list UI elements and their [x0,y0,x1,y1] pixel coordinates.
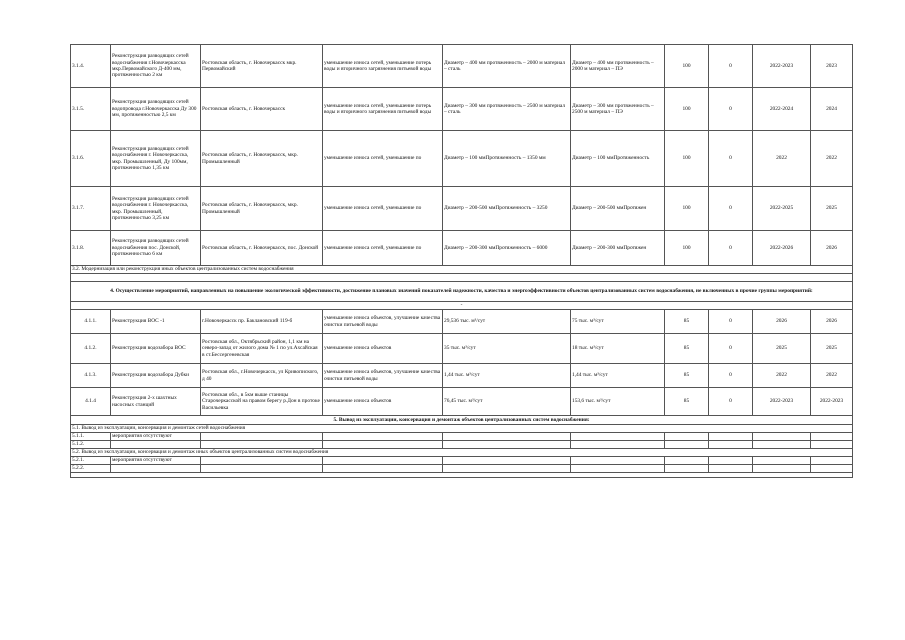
empty-cell [323,457,443,465]
measure-name: Реконструкция разводящих сетей водоснабжения пос. Донской, протяженностью 6 км [111,231,201,266]
blank-cell [71,274,853,282]
measure-address: Ростовская область, г. Новочеркасск мкр. Первомайский [201,45,323,88]
value-2: 0 [709,187,753,231]
row-number: 3.1.6. [71,131,111,187]
end-year: 2026 [811,231,853,266]
document-sheet [70,44,852,478]
measure-address: Ростовская обл., в 5км выше станицы Старочеркасской на правом берегу р.Дон в протоке Васильевка [201,388,323,416]
trailing-cell [71,473,853,478]
measure-address: Ростовская область, г. Новочеркасск, пос. Донской [201,231,323,266]
measure-name: Реконструкция разводящих сетей водопровода г.Новочеркасска Ду 300 мм, протяженностью 2,5 км [111,88,201,131]
end-year: 2026 [811,310,853,334]
row-number: 4.1.1. [71,310,111,334]
value-2: 0 [709,45,753,88]
value-1: 85 [665,310,709,334]
empty-cell [443,441,571,449]
period: 2022-2025 [753,187,811,231]
row-number: 5.1.1. [71,433,111,441]
value-after: 18 тыс. м³/сут [571,334,665,364]
row-number: 3.1.8. [71,231,111,266]
measure-name: Реконструкция разводящих сетей водоснабжения г. Новочеркасска, мкр. Промышленный, Ду 100мм, протяженностью 1,35 км [111,131,201,187]
table-row [71,88,853,131]
empty-cell [443,465,571,473]
end-year: 2022 [811,131,853,187]
empty-cell [709,433,753,441]
section-4-title: 4. Осуществление мероприятий, направленных на повышение экологической эффективности, достижение плановых значений показателей надежности, качества и энергоэффективности объектов централизованных систем водоснабжения, не включенных в прочие группы мероприятий: [71,282,853,302]
measure-name [111,465,201,473]
value-1: 85 [665,334,709,364]
section-4-dash: - [71,302,853,310]
measure-effect: уменьшение износа объектов [323,334,443,364]
value-before: Диаметр – 200-300 ммПротяженность – 6000 [443,231,571,266]
subsection-row [71,425,853,433]
value-before: 76,45 тыс. м³/сут [443,388,571,416]
value-2: 0 [709,334,753,364]
subsection-row [71,266,853,274]
table-row [71,457,853,465]
value-2: 0 [709,88,753,131]
empty-cell [571,441,665,449]
measures-table [70,44,853,478]
measure-name: мероприятия отсутствуют [111,457,201,465]
measure-address: Ростовская область, г. Новочеркасск [201,88,323,131]
empty-cell [201,457,323,465]
table-row [71,388,853,416]
empty-cell [811,441,853,449]
empty-cell [201,465,323,473]
value-after: Диаметр – 100 ммПротяженность [571,131,665,187]
value-before: 35 тыс. м³/сут [443,334,571,364]
empty-cell [665,433,709,441]
table-row [71,131,853,187]
row-number: 4.1.4 [71,388,111,416]
measure-address: Ростовская обл., Октябрьский район, 1,1 км на северо-запад от жилого дома № 1 по ул.Ахсайская в ст.Бессергеневская [201,334,323,364]
value-2: 0 [709,310,753,334]
measure-effect: уменьшение износа сетей, уменьшение по [323,131,443,187]
trailing-row [71,473,853,478]
section-title-row [71,416,853,425]
period: 2026 [753,310,811,334]
period: 2022 [753,364,811,388]
empty-cell [571,465,665,473]
end-year: 2025 [811,187,853,231]
empty-cell [709,441,753,449]
measure-effect: уменьшение износа сетей, уменьшение потерь воды и вторичного загрязнения питьевой воды [323,45,443,88]
value-before: Диаметр – 100 ммПротяженность – 1350 мм [443,131,571,187]
measure-name: Реконструкция разводящих сетей водоснабжения г. Новочеркасска, мкр. Промышленный, протяженностью 3,25 км [111,187,201,231]
measure-name [111,441,201,449]
table-row [71,334,853,364]
empty-cell [753,441,811,449]
value-2: 0 [709,131,753,187]
value-1: 100 [665,231,709,266]
empty-cell [323,433,443,441]
table-row [71,364,853,388]
dash-row [71,302,853,310]
section-title-row [71,282,853,302]
measure-name: Реконструкция 2-х шахтных насосных станций [111,388,201,416]
empty-cell [443,433,571,441]
value-after: Диаметр – 300 мм протяженность – 2500 м материал – ПЭ [571,88,665,131]
table-row [71,433,853,441]
empty-cell [709,457,753,465]
value-before: Диаметр – 300 мм протяженность – 2500 м материал – сталь [443,88,571,131]
measure-effect: уменьшение износа сетей, уменьшение по [323,231,443,266]
end-year: 2022-2023 [811,388,853,416]
empty-cell [323,465,443,473]
value-after: 75 тыс. м³/сут [571,310,665,334]
empty-cell [323,441,443,449]
row-number: 5.1.2. [71,441,111,449]
row-number: 5.2.1. [71,457,111,465]
blank-row [71,274,853,282]
measure-name: мероприятия отсутствуют [111,433,201,441]
value-2: 0 [709,388,753,416]
value-after: Диаметр – 400 мм протяженность – 2000 м материал – ПЭ [571,45,665,88]
table-row [71,310,853,334]
measure-effect: уменьшение износа сетей, уменьшение потерь воды и вторичного загрязнения питьевой воды [323,88,443,131]
measure-address: Ростовская обл., г.Новочеркасск, ул Кривопиского, д 40 [201,364,323,388]
row-number: 4.1.3. [71,364,111,388]
subsection-5-2: 5.2. Вывод из эксплуатации, консервация и демонтаж иных объектов централизованных систем водоснабжения [71,449,853,457]
empty-cell [753,465,811,473]
empty-cell [571,457,665,465]
end-year: 2023 [811,45,853,88]
measure-address: г.Новочеркасск пр. Баклановский 119-б [201,310,323,334]
empty-cell [443,457,571,465]
value-after: 1,44 тыс. м³/сут [571,364,665,388]
value-1: 100 [665,187,709,231]
value-1: 100 [665,88,709,131]
measure-effect: уменьшение износа объектов, улучшение качества очистки питьевой воды [323,310,443,334]
period: 2022-2026 [753,231,811,266]
measure-name: Реконструкция водозабора ВОС [111,334,201,364]
empty-cell [665,465,709,473]
period: 2022-2023 [753,388,811,416]
period: 2022 [753,131,811,187]
table-row [71,441,853,449]
measure-address: Ростовская область, г. Новочеркасск, мкр. Промышленный [201,187,323,231]
empty-cell [811,457,853,465]
value-after: Диаметр – 200-500 ммПротяжен [571,187,665,231]
value-after: Диаметр – 200-300 ммПротяжен [571,231,665,266]
period: 2022-2024 [753,88,811,131]
subsection-row [71,449,853,457]
section-5-title: 5. Вывод из эксплуатации, консервация и демонтаж объектов централизованных систем водоснабжения: [71,416,853,425]
row-number: 3.1.5. [71,88,111,131]
measures-table-body [71,45,853,478]
table-row [71,45,853,88]
row-number: 3.1.4. [71,45,111,88]
end-year: 2025 [811,334,853,364]
measure-name: Реконструкция разводящих сетей водоснабжения г.Новочеркасска мкр.Первомайского Д-400 мм, протяженностью 2 км [111,45,201,88]
subsection-5-1: 5.1. Вывод из эксплуатации, консервация и демонтаж сетей водоснабжения [71,425,853,433]
empty-cell [753,433,811,441]
value-1: 85 [665,388,709,416]
measure-effect: уменьшение износа объектов [323,388,443,416]
table-row [71,187,853,231]
value-before: Диаметр – 200-500 ммПротяженность – 3250 [443,187,571,231]
value-before: 1,44 тыс. м³/сут [443,364,571,388]
table-row [71,465,853,473]
empty-cell [811,465,853,473]
empty-cell [811,433,853,441]
value-before: 29,536 тыс. м³/сут [443,310,571,334]
period: 2022-2023 [753,45,811,88]
period: 2025 [753,334,811,364]
measure-name: Реконструкция водозабора Дубки [111,364,201,388]
empty-cell [201,441,323,449]
empty-cell [201,433,323,441]
empty-cell [665,457,709,465]
value-1: 85 [665,364,709,388]
value-before: Диаметр – 400 мм протяженность – 2000 м материал – сталь [443,45,571,88]
measure-effect: уменьшение износа сетей, уменьшение по [323,187,443,231]
table-row [71,231,853,266]
value-1: 100 [665,131,709,187]
measure-name: Реконструкция ВОС -1 [111,310,201,334]
empty-cell [709,465,753,473]
measure-address: Ростовская область, г. Новочеркасск, мкр. Промышленный [201,131,323,187]
empty-cell [665,441,709,449]
row-number: 3.1.7. [71,187,111,231]
row-number: 4.1.2. [71,334,111,364]
empty-cell [753,457,811,465]
end-year: 2022 [811,364,853,388]
subsection-3-2: 3.2. Модернизация или реконструкция иных объектов централизованных систем водоснабжения [71,266,853,274]
value-after: 153,6 тыс. м³/сут [571,388,665,416]
empty-cell [571,433,665,441]
value-2: 0 [709,231,753,266]
measure-effect: уменьшение износа объектов, улучшение качества очистки питьевой воды [323,364,443,388]
row-number: 5.2.2. [71,465,111,473]
end-year: 2024 [811,88,853,131]
value-2: 0 [709,364,753,388]
value-1: 100 [665,45,709,88]
